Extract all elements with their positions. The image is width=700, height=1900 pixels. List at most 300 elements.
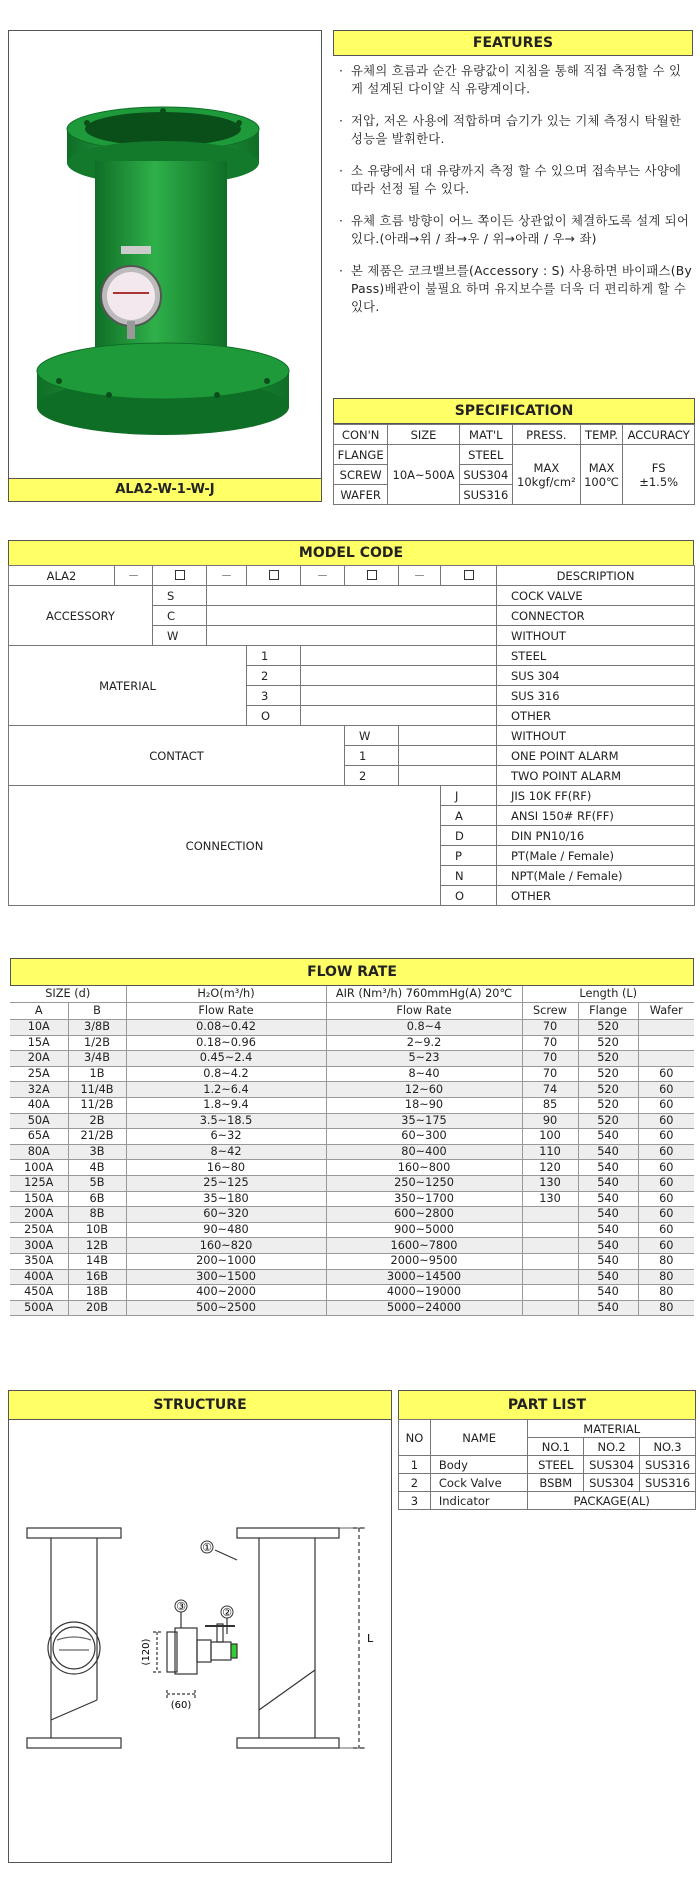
part-mat: SUS316: [640, 1456, 696, 1474]
cell-wafer: 80: [638, 1269, 694, 1285]
connection-code: J: [441, 786, 497, 806]
connection-code: O: [441, 886, 497, 906]
name-header: NAME: [430, 1420, 528, 1456]
features-title: FEATURES: [333, 30, 693, 56]
product-photo-box: [8, 30, 322, 502]
features-list: [333, 62, 693, 316]
cell-b: 18B: [68, 1285, 126, 1301]
cell-wafer: 60: [638, 1160, 694, 1176]
table-row: [10, 1300, 694, 1316]
cell-a: 65A: [10, 1129, 68, 1145]
spec-matl: SUS316: [459, 485, 512, 505]
cell-h2o: 8~42: [126, 1144, 326, 1160]
table-row: [10, 1113, 694, 1129]
cell-b: 1/2B: [68, 1035, 126, 1051]
dim-l: L: [367, 1632, 374, 1645]
cell-flange: 540: [578, 1144, 638, 1160]
spec-press-1: MAX: [533, 460, 560, 475]
cell-screw: [522, 1207, 578, 1223]
structure-title: STRUCTURE: [8, 1390, 392, 1420]
cell-a: 150A: [10, 1191, 68, 1207]
connection-code: D: [441, 826, 497, 846]
connection-label: CONNECTION: [9, 786, 441, 906]
mat-no-header: NO.3: [640, 1438, 696, 1456]
cell-air: 35~175: [326, 1113, 522, 1129]
cell-wafer: 60: [638, 1175, 694, 1191]
cell-screw: 120: [522, 1160, 578, 1176]
callout-3: ③: [176, 1600, 186, 1613]
cell-flange: 520: [578, 1113, 638, 1129]
cell-flange: 540: [578, 1300, 638, 1316]
spec-header: PRESS.: [512, 425, 580, 445]
blank-cell: [399, 766, 497, 786]
length-header: Length (L): [522, 986, 694, 1003]
table-row: [10, 1253, 694, 1269]
part-no: 3: [399, 1492, 431, 1510]
callout-2: ②: [222, 1606, 232, 1619]
cell-screw: 130: [522, 1191, 578, 1207]
part-list-section: [398, 1390, 696, 1510]
sub-header: Flow Rate: [326, 1003, 522, 1020]
contact-code: 1: [345, 746, 399, 766]
cell-a: 50A: [10, 1113, 68, 1129]
cell-air: 4000~19000: [326, 1285, 522, 1301]
cell-screw: [522, 1238, 578, 1254]
cell-screw: 70: [522, 1051, 578, 1067]
cell-h2o: 1.2~6.4: [126, 1082, 326, 1098]
cell-h2o: 90~480: [126, 1222, 326, 1238]
feature-item: · 본 제품은 코크밸브를(Accessory : S) 사용하면 바이패스(By Pass)배관이 불필요 하며 유지보수를 더욱 더 편리하게 할 수 있다.: [339, 262, 693, 316]
cell-b: 5B: [68, 1175, 126, 1191]
material-code: 1: [247, 646, 301, 666]
cell-b: 2B: [68, 1113, 126, 1129]
spec-size: 10A~500A: [388, 445, 459, 505]
part-no: 1: [399, 1456, 431, 1474]
accessory-code: W: [153, 626, 207, 646]
cell-b: 3/8B: [68, 1020, 126, 1036]
cell-wafer: 60: [638, 1066, 694, 1082]
flow-rate-section: [10, 958, 694, 1316]
spec-press-2: 10kgf/cm²: [517, 474, 576, 489]
cell-flange: 540: [578, 1238, 638, 1254]
blank-cell: [399, 746, 497, 766]
table-row: [399, 1474, 696, 1492]
table-row: [10, 1097, 694, 1113]
h2o-header: H₂O(m³/h): [126, 986, 326, 1003]
cell-screw: 70: [522, 1066, 578, 1082]
spec-conn: SCREW: [334, 465, 388, 485]
accessory-code: C: [153, 606, 207, 626]
model-slot: [345, 566, 399, 586]
cell-b: 11/4B: [68, 1082, 126, 1098]
cell-flange: 520: [578, 1035, 638, 1051]
cell-wafer: 60: [638, 1144, 694, 1160]
cell-air: 160~800: [326, 1160, 522, 1176]
cell-screw: 74: [522, 1082, 578, 1098]
part-no: 2: [399, 1474, 431, 1492]
spec-matl: STEEL: [459, 445, 512, 465]
material-header: MATERIAL: [528, 1420, 696, 1438]
connection-code: N: [441, 866, 497, 886]
blank-cell: [301, 706, 497, 726]
cell-h2o: 3.5~18.5: [126, 1113, 326, 1129]
cell-flange: 520: [578, 1020, 638, 1036]
spec-temp-2: 100℃: [584, 474, 619, 489]
spec-acc-2: ±1.5%: [639, 474, 679, 489]
cell-a: 25A: [10, 1066, 68, 1082]
cell-wafer: 60: [638, 1238, 694, 1254]
accessory-label: ACCESSORY: [9, 586, 153, 646]
table-row: [10, 1238, 694, 1254]
blank-cell: [399, 726, 497, 746]
contact-code: 2: [345, 766, 399, 786]
model-slot: [441, 566, 497, 586]
cell-h2o: 60~320: [126, 1207, 326, 1223]
part-name: Indicator: [430, 1492, 528, 1510]
table-row: [10, 1035, 694, 1051]
cell-a: 40A: [10, 1097, 68, 1113]
cell-wafer: 60: [638, 1082, 694, 1098]
table-row: [10, 1066, 694, 1082]
slot-square-icon: [269, 570, 279, 580]
material-code: 3: [247, 686, 301, 706]
cell-air: 18~90: [326, 1097, 522, 1113]
connection-desc: NPT(Male / Female): [497, 866, 695, 886]
cell-flange: 520: [578, 1051, 638, 1067]
cell-h2o: 6~32: [126, 1129, 326, 1145]
accessory-code: S: [153, 586, 207, 606]
table-row: [10, 1144, 694, 1160]
cell-a: 400A: [10, 1269, 68, 1285]
cell-b: 11/2B: [68, 1097, 126, 1113]
connection-code: P: [441, 846, 497, 866]
slot-square-icon: [175, 570, 185, 580]
cell-air: 1600~7800: [326, 1238, 522, 1254]
structure-section: [8, 1390, 392, 1863]
cell-b: 3B: [68, 1144, 126, 1160]
cell-wafer: [638, 1020, 694, 1036]
blank-cell: [301, 666, 497, 686]
cell-screw: 70: [522, 1020, 578, 1036]
model-desc-header: DESCRIPTION: [497, 566, 695, 586]
cell-b: 12B: [68, 1238, 126, 1254]
cell-flange: 540: [578, 1175, 638, 1191]
model-dash: －: [301, 566, 345, 586]
cell-flange: 540: [578, 1191, 638, 1207]
cell-flange: 540: [578, 1129, 638, 1145]
cell-screw: 110: [522, 1144, 578, 1160]
cell-b: 16B: [68, 1269, 126, 1285]
contact-desc: ONE POINT ALARM: [497, 746, 695, 766]
cell-h2o: 1.8~9.4: [126, 1097, 326, 1113]
blank-cell: [207, 606, 497, 626]
cell-flange: 520: [578, 1097, 638, 1113]
blank-cell: [207, 586, 497, 606]
no-header: NO: [399, 1420, 431, 1456]
mat-no-header: NO.2: [584, 1438, 640, 1456]
material-desc: OTHER: [497, 706, 695, 726]
cell-screw: [522, 1222, 578, 1238]
air-header: AIR (Nm³/h) 760mmHg(A) 20℃: [326, 986, 522, 1003]
callout-1: ①: [202, 1541, 212, 1554]
cell-b: 21/2B: [68, 1129, 126, 1145]
cell-b: 20B: [68, 1300, 126, 1316]
part-mat: SUS304: [584, 1474, 640, 1492]
material-code: O: [247, 706, 301, 726]
cell-wafer: 60: [638, 1129, 694, 1145]
cell-a: 15A: [10, 1035, 68, 1051]
cell-flange: 540: [578, 1207, 638, 1223]
cell-screw: [522, 1253, 578, 1269]
cell-wafer: [638, 1051, 694, 1067]
specification-section: [333, 398, 695, 505]
material-desc: SUS 304: [497, 666, 695, 686]
contact-label: CONTACT: [9, 726, 345, 786]
material-code: 2: [247, 666, 301, 686]
sub-header: Wafer: [638, 1003, 694, 1020]
table-row: [10, 1051, 694, 1067]
spec-acc-1: FS: [651, 460, 666, 475]
model-code-section: [8, 540, 694, 906]
table-row: [10, 1269, 694, 1285]
cell-screw: 90: [522, 1113, 578, 1129]
spec-matl: SUS304: [459, 465, 512, 485]
cell-screw: 100: [522, 1129, 578, 1145]
flowmeter-image: [9, 31, 321, 479]
table-row: [10, 1207, 694, 1223]
cell-b: 8B: [68, 1207, 126, 1223]
material-desc: SUS 316: [497, 686, 695, 706]
cell-a: 450A: [10, 1285, 68, 1301]
flow-rate-table: [10, 986, 694, 1316]
cell-b: 14B: [68, 1253, 126, 1269]
model-code-table: [8, 565, 695, 906]
cell-air: 350~1700: [326, 1191, 522, 1207]
features-section: [333, 30, 693, 330]
cell-a: 350A: [10, 1253, 68, 1269]
material-desc: STEEL: [497, 646, 695, 666]
contact-desc: WITHOUT: [497, 726, 695, 746]
part-name: Cock Valve: [430, 1474, 528, 1492]
table-row: [10, 1129, 694, 1145]
cell-air: 5000~24000: [326, 1300, 522, 1316]
spec-header: ACCURACY: [623, 425, 695, 445]
cell-wafer: 80: [638, 1300, 694, 1316]
table-row: [10, 1082, 694, 1098]
feature-item: · 저압, 저온 사용에 적합하며 습기가 있는 기체 측정시 탁월한 성능을 발휘한다.: [339, 112, 693, 148]
sub-header: Screw: [522, 1003, 578, 1020]
model-dash: －: [207, 566, 247, 586]
table-row: [10, 1160, 694, 1176]
cell-flange: 520: [578, 1066, 638, 1082]
feature-item: · 유체 흐름 방향이 어느 쪽이든 상관없이 체결하도록 설계 되어있다.(아래→위 / 좌→우 / 위→아래 / 우→ 좌): [339, 212, 693, 248]
cell-wafer: [638, 1035, 694, 1051]
connection-desc: OTHER: [497, 886, 695, 906]
contact-code: W: [345, 726, 399, 746]
table-row: [10, 1191, 694, 1207]
cell-wafer: 60: [638, 1191, 694, 1207]
cell-a: 250A: [10, 1222, 68, 1238]
spec-accuracy: [623, 445, 695, 505]
part-name: Body: [430, 1456, 528, 1474]
connection-desc: ANSI 150# RF(FF): [497, 806, 695, 826]
dim-120: (120): [141, 1638, 152, 1666]
cell-air: 2~9.2: [326, 1035, 522, 1051]
cell-h2o: 200~1000: [126, 1253, 326, 1269]
contact-desc: TWO POINT ALARM: [497, 766, 695, 786]
cell-flange: 540: [578, 1269, 638, 1285]
cell-b: 3/4B: [68, 1051, 126, 1067]
size-header: SIZE (d): [10, 986, 126, 1003]
cell-h2o: 160~820: [126, 1238, 326, 1254]
cell-a: 100A: [10, 1160, 68, 1176]
cell-a: 20A: [10, 1051, 68, 1067]
cell-screw: 85: [522, 1097, 578, 1113]
cell-h2o: 300~1500: [126, 1269, 326, 1285]
connection-desc: PT(Male / Female): [497, 846, 695, 866]
table-row: [10, 1222, 694, 1238]
cell-flange: 520: [578, 1082, 638, 1098]
cell-air: 5~23: [326, 1051, 522, 1067]
part-mat: STEEL: [528, 1456, 584, 1474]
structure-diagram: [9, 1420, 391, 1860]
cell-h2o: 0.8~4.2: [126, 1066, 326, 1082]
model-slot: [247, 566, 301, 586]
part-mat: SUS316: [640, 1474, 696, 1492]
cell-h2o: 0.08~0.42: [126, 1020, 326, 1036]
spec-header: CON'N: [334, 425, 388, 445]
spec-title: SPECIFICATION: [333, 398, 695, 424]
cell-b: 6B: [68, 1191, 126, 1207]
cell-wafer: 60: [638, 1113, 694, 1129]
table-row: [10, 1175, 694, 1191]
accessory-desc: CONNECTOR: [497, 606, 695, 626]
blank-cell: [301, 686, 497, 706]
spec-table: [333, 424, 695, 505]
flow-rate-title: FLOW RATE: [10, 958, 694, 986]
feature-item: · 소 유량에서 대 유량까지 측정 할 수 있으며 접속부는 사양에 따라 선정 될 수 있다.: [339, 162, 693, 198]
sub-header: Flange: [578, 1003, 638, 1020]
cell-a: 10A: [10, 1020, 68, 1036]
model-slot: [153, 566, 207, 586]
cell-b: 10B: [68, 1222, 126, 1238]
cell-screw: [522, 1285, 578, 1301]
blank-cell: [207, 626, 497, 646]
cell-flange: 540: [578, 1285, 638, 1301]
part-mat: SUS304: [584, 1456, 640, 1474]
cell-wafer: 80: [638, 1285, 694, 1301]
part-mat: BSBM: [528, 1474, 584, 1492]
connection-code: A: [441, 806, 497, 826]
cell-b: 4B: [68, 1160, 126, 1176]
cell-h2o: 16~80: [126, 1160, 326, 1176]
table-row: [10, 1285, 694, 1301]
cell-wafer: 60: [638, 1222, 694, 1238]
cell-b: 1B: [68, 1066, 126, 1082]
table-row: [399, 1492, 696, 1510]
accessory-desc: WITHOUT: [497, 626, 695, 646]
slot-square-icon: [464, 570, 474, 580]
spec-temp: [580, 445, 623, 505]
slot-square-icon: [367, 570, 377, 580]
cell-h2o: 500~2500: [126, 1300, 326, 1316]
cell-air: 3000~14500: [326, 1269, 522, 1285]
spec-temp-1: MAX: [588, 460, 615, 475]
cell-a: 200A: [10, 1207, 68, 1223]
table-row: [10, 1020, 694, 1036]
spec-header: SIZE: [388, 425, 459, 445]
cell-screw: 130: [522, 1175, 578, 1191]
material-label: MATERIAL: [9, 646, 247, 726]
cell-flange: 540: [578, 1222, 638, 1238]
cell-a: 32A: [10, 1082, 68, 1098]
cell-air: 60~300: [326, 1129, 522, 1145]
cell-a: 125A: [10, 1175, 68, 1191]
cell-air: 600~2800: [326, 1207, 522, 1223]
cell-air: 80~400: [326, 1144, 522, 1160]
cell-air: 8~40: [326, 1066, 522, 1082]
spec-press: [512, 445, 580, 505]
cell-air: 2000~9500: [326, 1253, 522, 1269]
cell-h2o: 0.45~2.4: [126, 1051, 326, 1067]
cell-air: 0.8~4: [326, 1020, 522, 1036]
cell-a: 80A: [10, 1144, 68, 1160]
part-list-table: [398, 1419, 696, 1510]
cell-a: 500A: [10, 1300, 68, 1316]
model-dash: －: [115, 566, 153, 586]
part-list-title: PART LIST: [398, 1390, 696, 1419]
model-prefix: ALA2: [9, 566, 115, 586]
accessory-desc: COCK VALVE: [497, 586, 695, 606]
spec-conn: WAFER: [334, 485, 388, 505]
cell-wafer: 60: [638, 1207, 694, 1223]
connection-desc: JIS 10K FF(RF): [497, 786, 695, 806]
cell-h2o: 0.18~0.96: [126, 1035, 326, 1051]
cell-flange: 540: [578, 1160, 638, 1176]
cell-air: 12~60: [326, 1082, 522, 1098]
cell-wafer: 60: [638, 1097, 694, 1113]
blank-cell: [301, 646, 497, 666]
model-dash: －: [399, 566, 441, 586]
connection-desc: DIN PN10/16: [497, 826, 695, 846]
feature-item: · 유체의 흐름과 순간 유량값이 지침을 통해 직접 측정할 수 있게 설계된 다이얄 식 유량계이다.: [339, 62, 693, 98]
part-mat: PACKAGE(AL): [528, 1492, 696, 1510]
cell-air: 900~5000: [326, 1222, 522, 1238]
sub-header: Flow Rate: [126, 1003, 326, 1020]
cell-screw: [522, 1300, 578, 1316]
cell-a: 300A: [10, 1238, 68, 1254]
cell-screw: 70: [522, 1035, 578, 1051]
cell-screw: [522, 1269, 578, 1285]
mat-no-header: NO.1: [528, 1438, 584, 1456]
cell-flange: 540: [578, 1253, 638, 1269]
sub-header: A: [10, 1003, 68, 1020]
spec-header: TEMP.: [580, 425, 623, 445]
cell-wafer: 80: [638, 1253, 694, 1269]
cell-h2o: 25~125: [126, 1175, 326, 1191]
cell-air: 250~1250: [326, 1175, 522, 1191]
spec-header: MAT'L: [459, 425, 512, 445]
cell-h2o: 400~2000: [126, 1285, 326, 1301]
table-row: [399, 1456, 696, 1474]
cell-h2o: 35~180: [126, 1191, 326, 1207]
model-code-title: MODEL CODE: [8, 540, 694, 565]
spec-conn: FLANGE: [334, 445, 388, 465]
structure-drawing-box: [8, 1420, 392, 1863]
sub-header: B: [68, 1003, 126, 1020]
dim-60: (60): [170, 1700, 192, 1711]
product-caption: ALA2-W-1-W-J: [8, 478, 322, 502]
